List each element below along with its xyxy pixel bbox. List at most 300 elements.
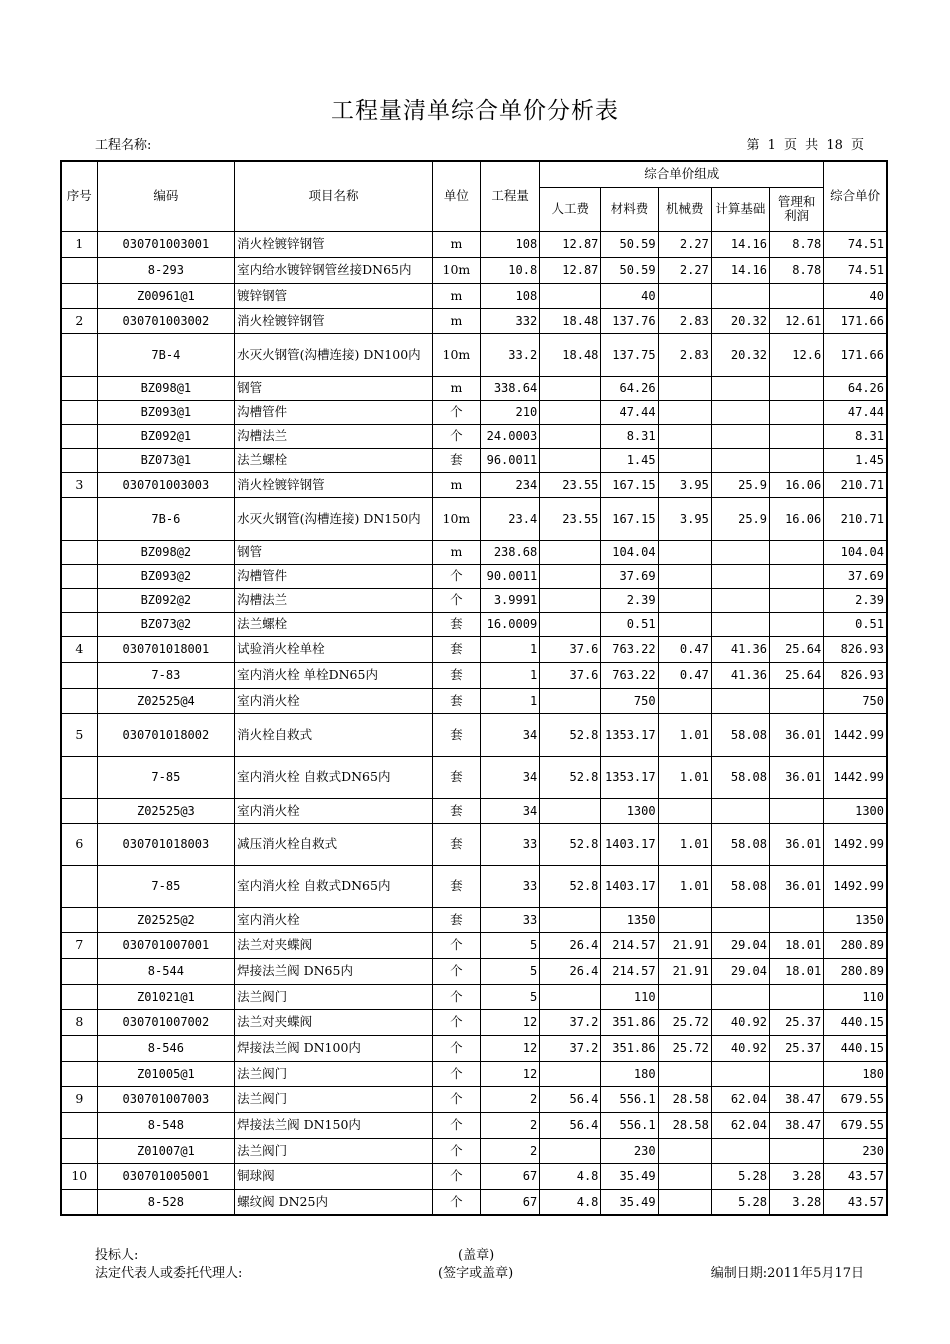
cell-code: Z01005@1 — [97, 1061, 234, 1086]
cell-base — [711, 1061, 769, 1086]
cell-qty: 5 — [480, 958, 539, 984]
cell-qty: 3.9991 — [480, 588, 539, 612]
table-row — [61, 564, 887, 588]
cell-base: 62.04 — [711, 1112, 769, 1138]
cell-seq — [61, 1138, 97, 1163]
cell-base: 14.16 — [711, 231, 769, 257]
cell-mgmt: 8.78 — [770, 231, 824, 257]
cell-material: 230 — [601, 1138, 658, 1163]
table-row — [61, 231, 887, 257]
cell-material: 180 — [601, 1061, 658, 1086]
cell-unit: 套 — [432, 662, 480, 688]
cell-name: 沟槽管件 — [235, 400, 433, 424]
bidder-label: 投标人: — [95, 1248, 139, 1263]
cell-name: 水灭火钢管(沟槽连接) DN100内 — [235, 333, 433, 376]
table-row — [61, 1138, 887, 1163]
cell-name: 法兰对夹蝶阀 — [235, 932, 433, 958]
cell-machine — [658, 448, 711, 472]
cell-total: 210.71 — [824, 497, 887, 540]
cell-base: 58.08 — [711, 756, 769, 798]
cell-total: 1442.99 — [824, 713, 887, 756]
cell-qty: 12 — [480, 1061, 539, 1086]
cell-labor: 37.6 — [540, 636, 601, 662]
cell-total: 74.51 — [824, 257, 887, 283]
cell-name: 室内消火栓 自救式DN65内 — [235, 756, 433, 798]
cell-unit: 个 — [432, 564, 480, 588]
cell-seq — [61, 497, 97, 540]
cell-seq — [61, 1061, 97, 1086]
cell-labor: 52.8 — [540, 756, 601, 798]
cell-unit: 套 — [432, 612, 480, 636]
cell-mgmt: 25.64 — [770, 636, 824, 662]
cell-material: 47.44 — [601, 400, 658, 424]
cell-unit: 个 — [432, 1163, 480, 1189]
cell-mgmt: 18.01 — [770, 958, 824, 984]
cell-code: 7B-4 — [97, 333, 234, 376]
cell-labor — [540, 1061, 601, 1086]
cell-machine — [658, 907, 711, 932]
cell-unit: m — [432, 540, 480, 564]
cell-qty: 96.0011 — [480, 448, 539, 472]
cell-material: 214.57 — [601, 958, 658, 984]
cell-base — [711, 564, 769, 588]
header-material: 材料费 — [601, 187, 658, 231]
cell-qty: 238.68 — [480, 540, 539, 564]
cell-seq — [61, 1112, 97, 1138]
cell-seq: 7 — [61, 932, 97, 958]
cell-code: 7-85 — [97, 756, 234, 798]
cell-base — [711, 688, 769, 713]
cell-mgmt — [770, 907, 824, 932]
cell-unit: 个 — [432, 424, 480, 448]
project-name-label: 工程名称: — [95, 138, 152, 153]
cell-base: 41.36 — [711, 662, 769, 688]
cell-qty: 108 — [480, 283, 539, 308]
cell-seq: 5 — [61, 713, 97, 756]
cell-mgmt — [770, 984, 824, 1009]
cell-qty: 33 — [480, 907, 539, 932]
cell-qty: 12 — [480, 1009, 539, 1035]
cell-unit: 个 — [432, 1009, 480, 1035]
cell-total: 171.66 — [824, 308, 887, 333]
table-row — [61, 283, 887, 308]
cell-code: 030701007003 — [97, 1086, 234, 1112]
cell-material: 1403.17 — [601, 823, 658, 865]
cell-total: 440.15 — [824, 1009, 887, 1035]
cell-name: 室内消火栓 自救式DN65内 — [235, 865, 433, 907]
cell-mgmt — [770, 376, 824, 400]
cell-total: 37.69 — [824, 564, 887, 588]
page-info: 第 1 页 共 18 页 — [746, 138, 864, 153]
header-mgmt: 管理和利润 — [770, 187, 824, 231]
cell-qty: 33 — [480, 823, 539, 865]
cell-material: 556.1 — [601, 1086, 658, 1112]
cell-labor — [540, 448, 601, 472]
cell-qty: 2 — [480, 1138, 539, 1163]
cell-material: 8.31 — [601, 424, 658, 448]
cell-seq — [61, 907, 97, 932]
cell-name: 室内消火栓 — [235, 907, 433, 932]
cell-seq: 6 — [61, 823, 97, 865]
header-total: 综合单价 — [824, 161, 887, 231]
cell-labor — [540, 984, 601, 1009]
cell-code: 7-85 — [97, 865, 234, 907]
cell-name: 室内消火栓 — [235, 688, 433, 713]
cell-unit: 个 — [432, 1189, 480, 1215]
cell-machine — [658, 1061, 711, 1086]
cell-labor: 23.55 — [540, 497, 601, 540]
cell-seq — [61, 333, 97, 376]
cell-labor: 12.87 — [540, 257, 601, 283]
cell-material: 1350 — [601, 907, 658, 932]
cell-qty: 33 — [480, 865, 539, 907]
cell-code: 030701018001 — [97, 636, 234, 662]
cell-machine: 21.91 — [658, 958, 711, 984]
cell-base — [711, 1138, 769, 1163]
cell-base: 40.92 — [711, 1035, 769, 1061]
header-seq: 序号 — [61, 161, 97, 231]
cell-unit: 个 — [432, 1086, 480, 1112]
cell-seq — [61, 1189, 97, 1215]
cell-mgmt — [770, 400, 824, 424]
cell-name: 法兰阀门 — [235, 984, 433, 1009]
cell-unit: 10m — [432, 497, 480, 540]
cell-material: 167.15 — [601, 497, 658, 540]
seal-label: (盖章) — [458, 1248, 495, 1263]
header-code: 编码 — [97, 161, 234, 231]
cell-base: 25.9 — [711, 472, 769, 497]
cell-labor — [540, 283, 601, 308]
cell-labor: 18.48 — [540, 308, 601, 333]
header-group: 综合单价组成 — [540, 161, 824, 187]
cell-code: 030701003002 — [97, 308, 234, 333]
cell-mgmt: 36.01 — [770, 865, 824, 907]
cell-total: 230 — [824, 1138, 887, 1163]
header-qty: 工程量 — [480, 161, 539, 231]
cell-base: 5.28 — [711, 1189, 769, 1215]
cell-machine: 3.95 — [658, 472, 711, 497]
cell-base — [711, 907, 769, 932]
cell-base — [711, 798, 769, 823]
cell-material: 1.45 — [601, 448, 658, 472]
cell-material: 50.59 — [601, 231, 658, 257]
cell-total: 1492.99 — [824, 823, 887, 865]
cell-total: 210.71 — [824, 472, 887, 497]
cell-total: 8.31 — [824, 424, 887, 448]
cell-machine: 2.27 — [658, 231, 711, 257]
cell-machine — [658, 564, 711, 588]
cell-name: 消火栓自救式 — [235, 713, 433, 756]
table-row — [61, 688, 887, 713]
cell-material: 1403.17 — [601, 865, 658, 907]
cell-code: 030701007001 — [97, 932, 234, 958]
cell-code: 030701003003 — [97, 472, 234, 497]
cell-total: 1.45 — [824, 448, 887, 472]
cell-code: BZ093@1 — [97, 400, 234, 424]
cell-labor: 18.48 — [540, 333, 601, 376]
cell-base: 58.08 — [711, 865, 769, 907]
cell-qty: 16.0009 — [480, 612, 539, 636]
table-row — [61, 1189, 887, 1215]
cell-qty: 1 — [480, 688, 539, 713]
table-row — [61, 756, 887, 798]
cell-material: 64.26 — [601, 376, 658, 400]
cell-code: BZ093@2 — [97, 564, 234, 588]
cell-unit: m — [432, 231, 480, 257]
cell-base: 14.16 — [711, 257, 769, 283]
cell-material: 351.86 — [601, 1035, 658, 1061]
cell-base: 5.28 — [711, 1163, 769, 1189]
cell-code: Z02525@2 — [97, 907, 234, 932]
cell-unit: 套 — [432, 907, 480, 932]
cell-labor — [540, 424, 601, 448]
cell-machine: 21.91 — [658, 932, 711, 958]
cell-mgmt: 12.6 — [770, 333, 824, 376]
cell-name: 沟槽法兰 — [235, 588, 433, 612]
cell-seq: 3 — [61, 472, 97, 497]
cell-name: 法兰螺栓 — [235, 612, 433, 636]
cell-labor: 23.55 — [540, 472, 601, 497]
table-row — [61, 400, 887, 424]
cell-base — [711, 376, 769, 400]
cell-seq — [61, 756, 97, 798]
cell-code: 030701007002 — [97, 1009, 234, 1035]
cell-mgmt: 16.06 — [770, 472, 824, 497]
cell-seq — [61, 283, 97, 308]
cell-machine — [658, 1189, 711, 1215]
cell-name: 法兰阀门 — [235, 1061, 433, 1086]
cell-labor: 56.4 — [540, 1112, 601, 1138]
cell-name: 消火栓镀锌钢管 — [235, 308, 433, 333]
cell-unit: 个 — [432, 1138, 480, 1163]
cell-qty: 12 — [480, 1035, 539, 1061]
cell-labor — [540, 1138, 601, 1163]
table-row — [61, 636, 887, 662]
cell-material: 137.76 — [601, 308, 658, 333]
table-row — [61, 932, 887, 958]
cell-base — [711, 612, 769, 636]
cell-mgmt — [770, 588, 824, 612]
sign-seal-label: (签字或盖章) — [438, 1266, 514, 1281]
cell-mgmt — [770, 688, 824, 713]
cell-material: 214.57 — [601, 932, 658, 958]
table-row — [61, 907, 887, 932]
cell-seq — [61, 865, 97, 907]
cell-name: 焊接法兰阀 DN150内 — [235, 1112, 433, 1138]
cell-total: 826.93 — [824, 636, 887, 662]
cell-total: 64.26 — [824, 376, 887, 400]
cell-qty: 2 — [480, 1086, 539, 1112]
cell-total: 110 — [824, 984, 887, 1009]
cell-material: 37.69 — [601, 564, 658, 588]
cell-total: 43.57 — [824, 1189, 887, 1215]
cell-machine: 25.72 — [658, 1035, 711, 1061]
cell-mgmt — [770, 612, 824, 636]
cell-name: 消火栓镀锌钢管 — [235, 231, 433, 257]
table-row — [61, 1112, 887, 1138]
cell-name: 沟槽管件 — [235, 564, 433, 588]
cell-labor: 26.4 — [540, 958, 601, 984]
cell-code: Z02525@4 — [97, 688, 234, 713]
cell-total: 1350 — [824, 907, 887, 932]
cell-code: BZ092@1 — [97, 424, 234, 448]
cell-machine: 3.95 — [658, 497, 711, 540]
cell-code: BZ092@2 — [97, 588, 234, 612]
cell-total: 47.44 — [824, 400, 887, 424]
cell-seq: 1 — [61, 231, 97, 257]
cell-base: 25.9 — [711, 497, 769, 540]
cell-mgmt: 38.47 — [770, 1086, 824, 1112]
cell-unit: 套 — [432, 713, 480, 756]
table-row — [61, 612, 887, 636]
cell-qty: 5 — [480, 984, 539, 1009]
cell-material: 750 — [601, 688, 658, 713]
cell-mgmt: 25.64 — [770, 662, 824, 688]
table-row — [61, 1061, 887, 1086]
table-row — [61, 588, 887, 612]
cell-base — [711, 424, 769, 448]
cell-seq — [61, 588, 97, 612]
cell-material: 0.51 — [601, 612, 658, 636]
cell-material: 763.22 — [601, 662, 658, 688]
cell-total: 171.66 — [824, 333, 887, 376]
cell-material: 110 — [601, 984, 658, 1009]
cell-name: 钢管 — [235, 376, 433, 400]
cell-unit: 10m — [432, 333, 480, 376]
table-row — [61, 376, 887, 400]
cell-unit: 个 — [432, 400, 480, 424]
cell-machine: 2.83 — [658, 308, 711, 333]
cell-name: 铜球阀 — [235, 1163, 433, 1189]
cell-labor — [540, 400, 601, 424]
cell-labor — [540, 907, 601, 932]
cell-name: 室内给水镀锌钢管丝接DN65内 — [235, 257, 433, 283]
cell-material: 556.1 — [601, 1112, 658, 1138]
header-labor: 人工费 — [540, 187, 601, 231]
table-row — [61, 865, 887, 907]
header-machine: 机械费 — [658, 187, 711, 231]
header-unit: 单位 — [432, 161, 480, 231]
cell-seq — [61, 540, 97, 564]
cell-machine: 0.47 — [658, 662, 711, 688]
cell-code: 030701018002 — [97, 713, 234, 756]
cell-code: 8-546 — [97, 1035, 234, 1061]
table-row — [61, 823, 887, 865]
page-title: 工程量清单综合单价分析表 — [331, 98, 619, 124]
cell-qty: 34 — [480, 756, 539, 798]
cell-mgmt: 25.37 — [770, 1035, 824, 1061]
cell-unit: 10m — [432, 257, 480, 283]
cell-name: 消火栓镀锌钢管 — [235, 472, 433, 497]
cell-total: 40 — [824, 283, 887, 308]
cell-labor: 4.8 — [540, 1163, 601, 1189]
cell-machine — [658, 400, 711, 424]
cell-base — [711, 283, 769, 308]
cell-name: 镀锌钢管 — [235, 283, 433, 308]
cell-machine: 1.01 — [658, 756, 711, 798]
cell-unit: 个 — [432, 932, 480, 958]
cell-machine: 1.01 — [658, 713, 711, 756]
cell-qty: 90.0011 — [480, 564, 539, 588]
cell-unit: 套 — [432, 448, 480, 472]
table-row — [61, 662, 887, 688]
cell-qty: 1 — [480, 662, 539, 688]
cell-material: 104.04 — [601, 540, 658, 564]
cell-seq — [61, 564, 97, 588]
cell-qty: 234 — [480, 472, 539, 497]
cell-total: 74.51 — [824, 231, 887, 257]
table-row — [61, 798, 887, 823]
cell-unit: 套 — [432, 756, 480, 798]
cell-total: 2.39 — [824, 588, 887, 612]
cell-labor — [540, 376, 601, 400]
cell-seq: 4 — [61, 636, 97, 662]
cell-seq: 9 — [61, 1086, 97, 1112]
cell-total: 750 — [824, 688, 887, 713]
cell-labor: 56.4 — [540, 1086, 601, 1112]
cell-mgmt — [770, 798, 824, 823]
cell-total: 826.93 — [824, 662, 887, 688]
cell-mgmt — [770, 540, 824, 564]
cell-mgmt: 3.28 — [770, 1189, 824, 1215]
cell-machine: 28.58 — [658, 1112, 711, 1138]
cell-unit: 个 — [432, 588, 480, 612]
cell-mgmt: 36.01 — [770, 823, 824, 865]
cell-material: 763.22 — [601, 636, 658, 662]
cell-name: 水灭火钢管(沟槽连接) DN150内 — [235, 497, 433, 540]
cell-unit: 个 — [432, 958, 480, 984]
cell-labor — [540, 798, 601, 823]
cell-mgmt: 3.28 — [770, 1163, 824, 1189]
cell-total: 43.57 — [824, 1163, 887, 1189]
cell-name: 法兰对夹蝶阀 — [235, 1009, 433, 1035]
table-row — [61, 497, 887, 540]
cell-mgmt — [770, 424, 824, 448]
cell-code: 8-544 — [97, 958, 234, 984]
cell-machine — [658, 424, 711, 448]
cell-unit: m — [432, 283, 480, 308]
cell-total: 1300 — [824, 798, 887, 823]
cell-labor — [540, 564, 601, 588]
cell-total: 1492.99 — [824, 865, 887, 907]
cell-machine: 2.27 — [658, 257, 711, 283]
cell-mgmt: 18.01 — [770, 932, 824, 958]
cell-code: Z02525@3 — [97, 798, 234, 823]
cell-seq: 2 — [61, 308, 97, 333]
cell-total: 104.04 — [824, 540, 887, 564]
cell-seq — [61, 424, 97, 448]
cell-total: 0.51 — [824, 612, 887, 636]
cell-name: 钢管 — [235, 540, 433, 564]
cell-machine — [658, 540, 711, 564]
cell-machine — [658, 588, 711, 612]
cell-material: 35.49 — [601, 1189, 658, 1215]
table-row — [61, 472, 887, 497]
table-row — [61, 333, 887, 376]
cell-qty: 338.64 — [480, 376, 539, 400]
cell-unit: 套 — [432, 798, 480, 823]
cell-code: BZ098@1 — [97, 376, 234, 400]
cell-machine: 0.47 — [658, 636, 711, 662]
cell-mgmt: 36.01 — [770, 713, 824, 756]
cell-labor — [540, 588, 601, 612]
cell-base: 41.36 — [711, 636, 769, 662]
cell-material: 2.39 — [601, 588, 658, 612]
cell-machine: 2.83 — [658, 333, 711, 376]
cell-qty: 332 — [480, 308, 539, 333]
cell-labor: 52.8 — [540, 713, 601, 756]
cell-base — [711, 448, 769, 472]
